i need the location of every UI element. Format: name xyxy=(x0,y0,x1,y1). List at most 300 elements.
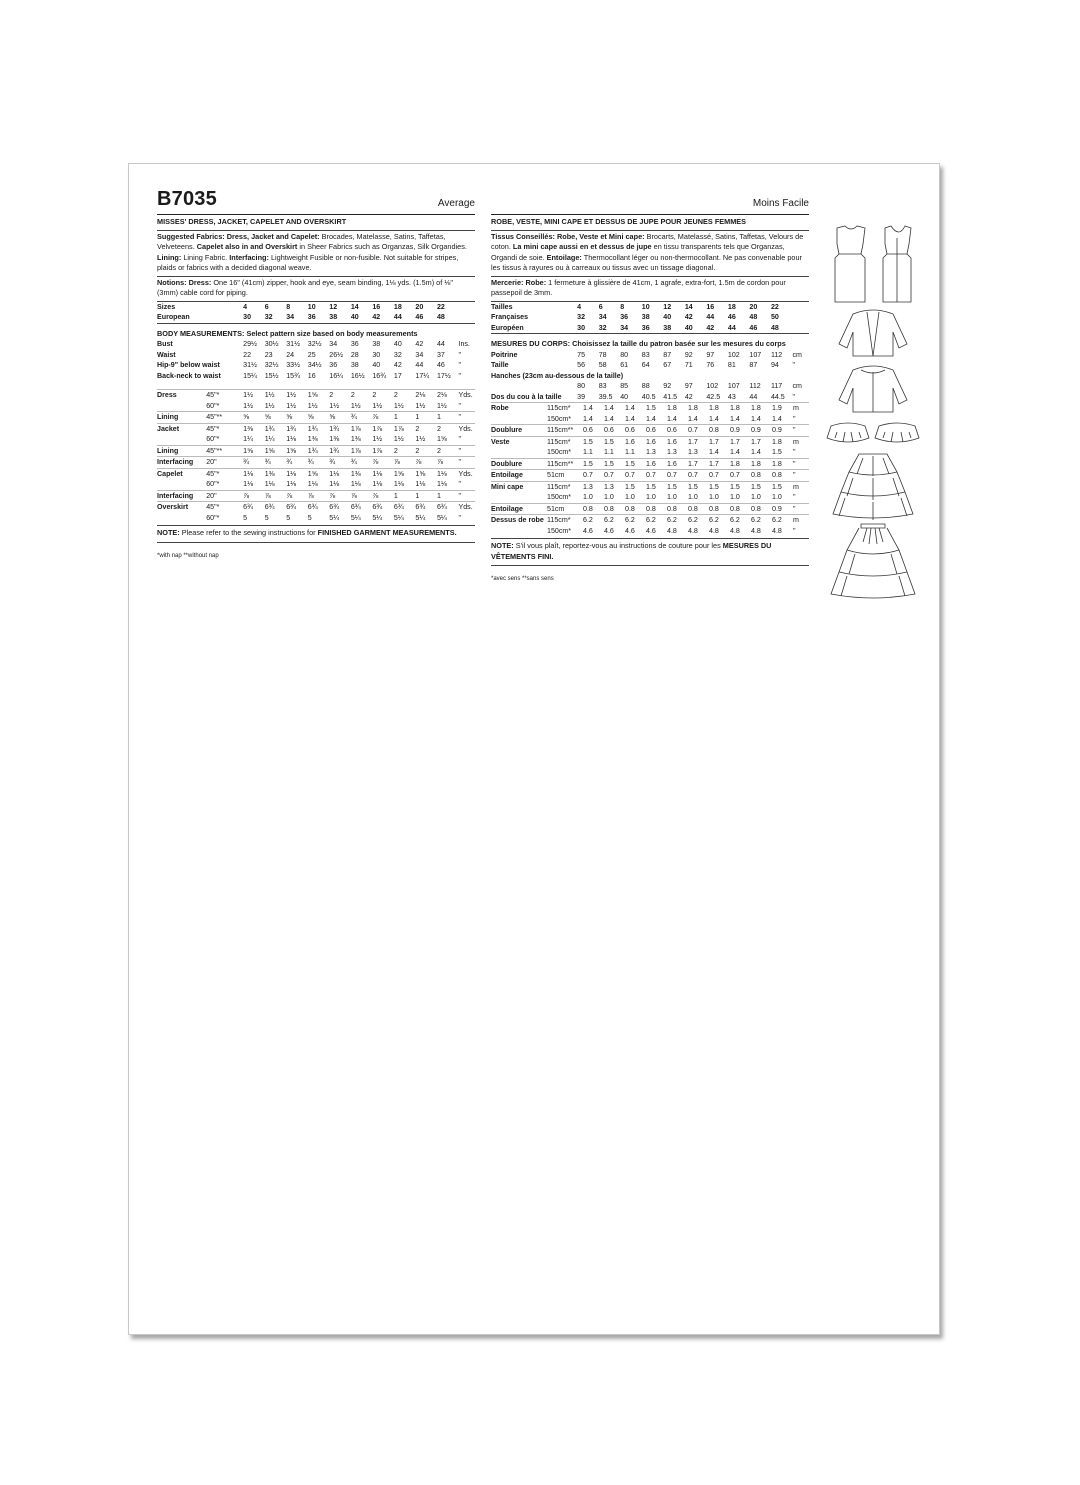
value-cell: 2⅛ xyxy=(415,390,437,401)
value-cell: 34 xyxy=(286,313,295,321)
value-cell: 1.4 xyxy=(625,403,646,414)
fabric-width: 115cm* xyxy=(547,403,583,414)
value-cell: 4.6 xyxy=(646,526,656,535)
footnote: *with nap **without nap xyxy=(157,552,219,559)
value-cell: 6.2 xyxy=(667,515,688,526)
table-row xyxy=(491,470,809,482)
row-label: European xyxy=(157,313,190,321)
unit-cell: " xyxy=(793,458,809,470)
value-cell: 46 xyxy=(415,313,424,321)
row-label: Européen xyxy=(491,323,524,332)
value-cell: 0.8 xyxy=(730,503,751,515)
value-cell: 30 xyxy=(243,313,252,321)
row-label: Back-neck to waist xyxy=(157,371,221,380)
value-cell: 37 xyxy=(436,350,445,359)
value-cell: 1.0 xyxy=(667,493,677,501)
fabric-width: 60"* xyxy=(206,401,220,410)
row-label: Françaises xyxy=(491,313,529,321)
value-cell: 0.7 xyxy=(688,470,709,482)
value-cell: 32 xyxy=(577,313,586,321)
value-cell: 6¾ xyxy=(243,502,265,513)
value-cell: 44.5 xyxy=(770,392,785,401)
fabric-width: 115cm** xyxy=(547,458,583,470)
value-cell: 1.5 xyxy=(646,403,667,414)
value-cell: 2 xyxy=(351,390,373,401)
value-cell: 92 xyxy=(663,382,672,390)
value-cell: 42 xyxy=(393,361,402,369)
unit-cell: " xyxy=(793,448,796,456)
value-cell: 6¾ xyxy=(265,502,287,513)
row-label: Lining xyxy=(157,445,206,457)
table-row xyxy=(157,457,475,469)
value-cell: 112 xyxy=(749,382,761,390)
value-cell: 6¾ xyxy=(437,502,459,513)
table-row xyxy=(491,492,809,503)
value-cell: 1.7 xyxy=(709,458,730,470)
garment-illustrations xyxy=(823,224,923,600)
value-cell: 32½ xyxy=(264,361,279,369)
notions-paragraph: Notions: Dress: One 16" (41cm) zipper, hook and eye, seam binding, 1⅛ yds. (1.5m) of ⅛" (3mm) cable cord for piping. xyxy=(157,277,475,302)
value-cell: 76 xyxy=(706,361,715,369)
fabric-width: 150cm* xyxy=(547,493,572,501)
row-label: Veste xyxy=(491,436,547,447)
value-cell: 88 xyxy=(641,382,650,390)
unit-cell: m xyxy=(793,436,809,447)
value-cell: 1.4 xyxy=(646,414,656,423)
table-row xyxy=(491,526,809,537)
unit-cell: cm xyxy=(792,382,802,390)
value-cell: 1⅛ xyxy=(286,468,308,479)
value-cell: 1½ xyxy=(286,401,297,410)
value-cell: 1.4 xyxy=(583,403,604,414)
value-cell: 1⅜ xyxy=(243,423,265,434)
value-cell: 2 xyxy=(372,390,394,401)
value-cell: 1.8 xyxy=(772,458,793,470)
fabric-width: 115cm* xyxy=(547,436,583,447)
row-label: Mini cape xyxy=(491,481,547,492)
value-cell: 1½ xyxy=(350,401,361,410)
unit-cell: " xyxy=(458,371,461,380)
value-cell: 38 xyxy=(329,313,338,321)
value-cell: ⅝ xyxy=(286,412,308,424)
value-cell: 22 xyxy=(770,302,779,311)
value-cell: 1⅛ xyxy=(264,480,275,488)
value-cell: 117 xyxy=(770,382,783,390)
note-fr: NOTE: S'il vous plaît, reportez-vous au instructions de couture pour les MESURES DU VÊTEMENTS FINI. xyxy=(491,538,809,566)
value-cell: 1.1 xyxy=(625,448,635,456)
value-cell: 1¾ xyxy=(329,423,351,434)
table-row xyxy=(157,502,475,513)
table-row xyxy=(157,468,475,479)
value-cell: 0.8 xyxy=(751,503,772,515)
value-cell: 1.5 xyxy=(604,458,625,470)
value-cell: 15½ xyxy=(264,371,279,380)
fabrics-paragraph-fr: Tissus Conseillés: Robe, Veste et Mini cape: Brocarts, Matelassé, Satins, Taffetas, Velours de coton. La mini cape aussi en et dessus de jupe en tissu transparents tels que Organzas, Organdi de soie. Entoilage: Thermocollant léger ou non-thermocollant. Ne pas convenable pour les tissus à rayures ou à carreaux ou tissus avec un tissage diagonal. xyxy=(491,231,809,277)
value-cell: 33½ xyxy=(286,361,301,369)
header-rule-fr xyxy=(491,214,809,215)
notions-paragraph-fr: Mercerie: Robe: 1 fermeture à glissière de 41cm, 1 agrafe, extra-fort, 1.5m de cordon pour passepoil de 3mm. xyxy=(491,277,809,302)
value-cell: 5¼ xyxy=(415,513,426,522)
value-cell: 1½ xyxy=(436,401,447,410)
unit-cell: " xyxy=(458,490,475,502)
unit-cell xyxy=(792,323,809,334)
difficulty-level: Average xyxy=(437,198,475,209)
value-cell: ¾ xyxy=(265,457,287,469)
value-cell: 112 xyxy=(770,350,783,359)
value-cell: 36 xyxy=(350,340,359,348)
table-row xyxy=(157,390,475,401)
fabric-width: 20" xyxy=(206,457,243,469)
value-cell: 107 xyxy=(749,350,762,359)
value-cell: 34 xyxy=(415,350,424,359)
row-label: Bust xyxy=(157,340,173,348)
unit-cell: " xyxy=(793,526,796,535)
value-cell: 6.2 xyxy=(583,515,604,526)
value-cell: 6¾ xyxy=(351,502,373,513)
value-cell: 0.7 xyxy=(730,470,751,482)
row-label: Dos du cou à la taille xyxy=(491,392,562,401)
value-cell: 1⅝ xyxy=(308,390,330,401)
value-cell: 18 xyxy=(727,302,736,311)
value-cell: ⅝ xyxy=(329,412,351,424)
table-row xyxy=(157,350,475,361)
pattern-title-fr: ROBE, VESTE, MINI CAPE ET DESSUS DE JUPE POUR JEUNES FEMMES xyxy=(491,216,809,231)
value-cell: 1⅞ xyxy=(351,423,373,434)
value-cell: ⅞ xyxy=(308,490,330,502)
value-cell: 6¾ xyxy=(372,502,394,513)
value-cell: 36 xyxy=(329,361,338,369)
overskirt-back-illustration xyxy=(823,520,923,600)
value-cell: 6.2 xyxy=(646,515,667,526)
value-cell: 71 xyxy=(684,361,693,369)
value-cell: 1¾ xyxy=(308,445,330,457)
value-cell: 102 xyxy=(706,382,719,390)
body-measurements-heading-fr: MESURES DU CORPS: Choisissez la taille du patron basée sur les mesures du corps xyxy=(491,339,786,348)
value-cell: 1 xyxy=(394,490,416,502)
value-cell: 1½ xyxy=(265,390,287,401)
row-label: Lining xyxy=(157,412,206,424)
table-row xyxy=(491,414,809,425)
value-cell: 78 xyxy=(598,350,607,359)
value-cell: 4.6 xyxy=(604,526,614,535)
value-cell: 1½ xyxy=(329,401,340,410)
row-label: Hip-9" below waist xyxy=(157,361,220,369)
unit-cell: " xyxy=(458,361,461,369)
fabric-width: 115cm* xyxy=(547,515,583,526)
value-cell: 25 xyxy=(307,350,316,359)
value-cell: 4 xyxy=(577,302,582,311)
value-cell: 4.8 xyxy=(772,526,782,535)
fabric-width: 60"* xyxy=(206,435,220,443)
value-cell: 1.4 xyxy=(625,414,635,423)
value-cell: 31½ xyxy=(286,340,301,348)
value-cell: 1.8 xyxy=(667,403,688,414)
fabric-width: 115cm** xyxy=(547,425,583,437)
value-cell: ¾ xyxy=(286,457,308,469)
unit-cell: m xyxy=(793,481,809,492)
unit-cell: " xyxy=(793,425,809,437)
value-cell: 1.4 xyxy=(730,448,740,456)
value-cell: 64 xyxy=(641,361,650,369)
unit-cell: m xyxy=(793,515,809,526)
value-cell: 1 xyxy=(415,490,437,502)
row-label: Doublure xyxy=(491,458,547,470)
body-measurements-table-fr xyxy=(491,350,809,403)
value-cell: 8 xyxy=(286,302,291,311)
value-cell: 6.2 xyxy=(688,515,709,526)
unit-cell: " xyxy=(793,470,809,482)
value-cell: 1⅛ xyxy=(329,480,340,488)
row-label: Entoilage xyxy=(491,470,547,482)
value-cell: 1¾ xyxy=(308,423,330,434)
unit-cell: " xyxy=(458,445,475,457)
value-cell: 6¾ xyxy=(394,502,416,513)
value-cell: 28 xyxy=(350,350,359,359)
value-cell: 1.0 xyxy=(751,493,761,501)
body-measurements-table xyxy=(157,339,475,381)
value-cell: 1.5 xyxy=(583,436,604,447)
value-cell: 1.0 xyxy=(604,493,614,501)
value-cell: 1.3 xyxy=(604,481,625,492)
value-cell: 40 xyxy=(350,313,359,321)
value-cell: 1¾ xyxy=(329,445,351,457)
value-cell: 83 xyxy=(641,350,650,359)
unit-cell: m xyxy=(793,403,809,414)
value-cell: 1½ xyxy=(393,435,404,443)
value-cell: 1.0 xyxy=(688,493,698,501)
value-cell: 80 xyxy=(577,382,586,390)
fabric-width: 45"** xyxy=(206,445,243,457)
table-row xyxy=(157,339,475,350)
value-cell: 1¾ xyxy=(265,423,287,434)
value-cell: 1⅝ xyxy=(436,435,447,443)
value-cell: 36 xyxy=(307,313,316,321)
value-cell: 38 xyxy=(641,313,650,321)
value-cell: 6¾ xyxy=(286,502,308,513)
value-cell: 5¼ xyxy=(393,513,404,522)
unit-cell: " xyxy=(793,493,796,501)
value-cell: 1½ xyxy=(264,401,275,410)
value-cell: 0.9 xyxy=(751,425,772,437)
value-cell: 14 xyxy=(350,302,359,311)
value-cell: 1.3 xyxy=(646,448,656,456)
row-label: Overskirt xyxy=(157,502,206,513)
value-cell: 0.8 xyxy=(625,503,646,515)
value-cell: 1.8 xyxy=(772,436,793,447)
value-cell: 34 xyxy=(598,313,607,321)
value-cell: 5 xyxy=(243,513,248,522)
value-cell: 4.6 xyxy=(625,526,635,535)
value-cell: 1⅜ xyxy=(351,468,373,479)
value-cell: 1.5 xyxy=(625,481,646,492)
body-measurements-heading: BODY MEASUREMENTS: Select pattern size based on body measurements xyxy=(157,328,418,338)
fabric-width: 45"** xyxy=(206,412,243,424)
value-cell: 1.5 xyxy=(625,458,646,470)
unit-cell: " xyxy=(458,401,461,410)
value-cell: 2 xyxy=(437,423,459,434)
value-cell: 0.9 xyxy=(772,503,793,515)
value-cell: 0.7 xyxy=(625,470,646,482)
table-row xyxy=(157,445,475,457)
value-cell: 1½ xyxy=(307,401,318,410)
value-cell: 1⅜ xyxy=(307,435,318,443)
value-cell: 0.9 xyxy=(730,425,751,437)
value-cell: 38 xyxy=(372,340,381,348)
row-label xyxy=(491,414,547,425)
value-cell: 1.0 xyxy=(646,493,656,501)
value-cell: 1.0 xyxy=(772,493,782,501)
jacket-front-illustration xyxy=(823,306,923,362)
value-cell: 80 xyxy=(620,350,629,359)
value-cell: 87 xyxy=(663,350,672,359)
value-cell: 6.2 xyxy=(709,515,730,526)
value-cell: 1.6 xyxy=(667,458,688,470)
value-cell: 4.6 xyxy=(583,526,593,535)
table-row xyxy=(157,490,475,502)
fabric-width: 60"* xyxy=(206,480,220,488)
value-cell: ¾ xyxy=(351,457,373,469)
value-cell: 1.5 xyxy=(583,458,604,470)
row-label: Dress xyxy=(157,390,206,401)
fabric-width: 45"* xyxy=(206,502,243,513)
value-cell: ⅝ xyxy=(308,412,330,424)
capelet-illustration xyxy=(823,418,923,448)
fabrics-paragraph: Suggested Fabrics: Dress, Jacket and Capelet: Brocades, Matelasse, Satins, Taffetas, Velveteens. Capelet also in and Overskirt in Sheer Fabrics such as Organzas, Silk Organdies. Lining: Lining Fabric. Interfacing: Lightweight Fusible or non-fusible. Not suitable for stripes, plaids or fabrics with a decided diagonal weave. xyxy=(157,231,475,277)
note: NOTE: Please refer to the sewing instructions for FINISHED GARMENT MEASUREMENTS. xyxy=(157,525,475,543)
value-cell: 5 xyxy=(264,513,269,522)
value-cell: 1⅝ xyxy=(265,445,287,457)
row-label: Interfacing xyxy=(157,490,206,502)
sizes-table xyxy=(157,302,475,324)
value-cell: ⅝ xyxy=(243,412,265,424)
value-cell: 17¼ xyxy=(415,371,430,380)
value-cell: 75 xyxy=(577,350,586,359)
table-row xyxy=(157,401,475,412)
value-cell: 1.5 xyxy=(667,481,688,492)
unit-cell: " xyxy=(458,350,461,359)
value-cell: 5¼ xyxy=(329,513,340,522)
value-cell: 107 xyxy=(727,382,740,390)
value-cell: 1.0 xyxy=(709,493,719,501)
value-cell: 30 xyxy=(577,323,586,332)
unit-cell: " xyxy=(458,480,461,488)
value-cell: 1⅛ xyxy=(372,468,394,479)
value-cell: 1⅞ xyxy=(372,445,394,457)
value-cell: 6 xyxy=(598,302,603,311)
value-cell: 1⅛ xyxy=(243,468,265,479)
fabric-width: 51cm xyxy=(547,470,583,482)
value-cell: 22 xyxy=(436,302,445,311)
unit-cell xyxy=(792,312,809,323)
value-cell: ⅞ xyxy=(286,490,308,502)
value-cell: 61 xyxy=(620,361,629,369)
value-cell: 24 xyxy=(286,350,295,359)
value-cell: 0.7 xyxy=(667,470,688,482)
value-cell: 4.8 xyxy=(751,526,761,535)
row-label: Waist xyxy=(157,350,176,359)
value-cell: 1 xyxy=(394,412,416,424)
value-cell: 42 xyxy=(684,313,693,321)
value-cell: 56 xyxy=(577,361,586,369)
value-cell: 0.6 xyxy=(646,425,667,437)
row-label: Entoilage xyxy=(491,503,547,515)
value-cell: 6 xyxy=(264,302,269,311)
pattern-sheet xyxy=(128,163,940,1335)
row-label: Poitrine xyxy=(491,350,518,359)
value-cell: ⅝ xyxy=(265,412,287,424)
value-cell: 1.8 xyxy=(730,403,751,414)
value-cell: 34 xyxy=(620,323,629,332)
value-cell: ⅞ xyxy=(372,457,394,469)
value-cell: 0.8 xyxy=(772,470,793,482)
value-cell: 0.8 xyxy=(583,503,604,515)
table-row xyxy=(491,447,809,458)
value-cell: 42 xyxy=(415,340,424,348)
value-cell: 1½ xyxy=(372,401,383,410)
value-cell: 1⅝ xyxy=(286,445,308,457)
value-cell: 87 xyxy=(749,361,758,369)
value-cell: 44 xyxy=(393,313,402,321)
value-cell: 2⅛ xyxy=(437,390,459,401)
value-cell: 1⅜ xyxy=(265,468,287,479)
value-cell: ¾ xyxy=(308,457,330,469)
value-cell: 1 xyxy=(415,412,437,424)
value-cell: 1½ xyxy=(286,390,308,401)
value-cell: ⅞ xyxy=(265,490,287,502)
value-cell: 6.2 xyxy=(751,515,772,526)
value-cell: 0.7 xyxy=(709,470,730,482)
value-cell: 48 xyxy=(749,313,758,321)
value-cell: 16¾ xyxy=(372,371,387,380)
value-cell: 32 xyxy=(264,313,273,321)
value-cell: 1.5 xyxy=(772,481,793,492)
row-label xyxy=(491,447,547,458)
value-cell: 15¼ xyxy=(243,371,257,380)
value-cell: 40 xyxy=(684,323,693,332)
unit-cell: " xyxy=(792,392,795,401)
value-cell: 0.8 xyxy=(646,503,667,515)
value-cell: 1.6 xyxy=(646,458,667,470)
value-cell: 1.8 xyxy=(730,458,751,470)
value-cell: 1¾ xyxy=(286,423,308,434)
unit-cell: Yds. xyxy=(458,390,475,401)
value-cell: 46 xyxy=(749,323,758,332)
table-row xyxy=(491,436,809,447)
value-cell: 1¼ xyxy=(243,435,254,443)
value-cell: 44 xyxy=(727,323,736,332)
value-cell: 1.3 xyxy=(688,448,698,456)
value-cell: 2 xyxy=(437,445,459,457)
value-cell: 16 xyxy=(372,302,381,311)
row-label: Tailles xyxy=(491,302,513,311)
value-cell: 1⅝ xyxy=(243,445,265,457)
value-cell: 1.4 xyxy=(667,414,677,423)
fabric-width: 150cm* xyxy=(547,448,572,456)
value-cell: 1.5 xyxy=(730,481,751,492)
value-cell: 1.5 xyxy=(646,481,667,492)
yardage-table xyxy=(157,389,475,523)
value-cell: 0.8 xyxy=(709,503,730,515)
footnote-fr: *avec sens **sans sens xyxy=(491,576,554,582)
value-cell: 20 xyxy=(749,302,758,311)
row-label xyxy=(157,434,206,445)
value-cell: 17 xyxy=(393,371,402,380)
value-cell: 41.5 xyxy=(663,392,678,401)
value-cell: 2 xyxy=(329,390,351,401)
value-cell: 48 xyxy=(436,313,445,321)
unit-cell: " xyxy=(792,361,795,369)
value-cell: 10 xyxy=(641,302,650,311)
